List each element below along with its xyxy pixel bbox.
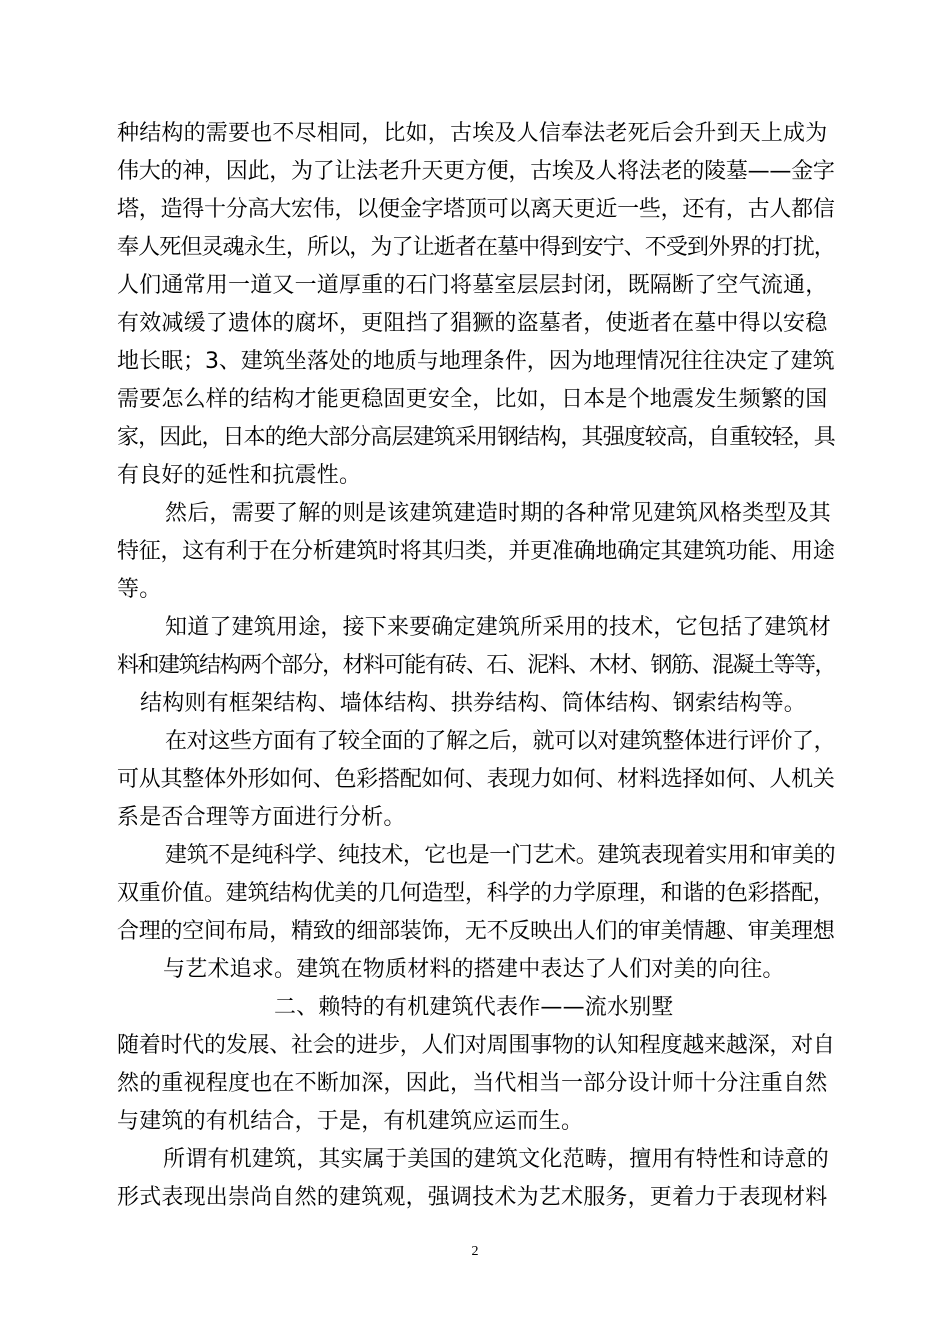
text-line: 伟大的神，因此，为了让法老升天更方便，古埃及人将法老的陵墓——金字	[117, 159, 835, 184]
text-line: 合理的空间布局，精致的细部装饰，无不反映出人们的审美情趣、审美理想	[117, 919, 835, 944]
text-line: 然的重视程度也在不断加深，因此，当代相当一部分设计师十分注重自然	[117, 1071, 828, 1096]
text-line: 特征，这有利于在分析建筑时将其归类，并更准确地确定其建筑功能、用途	[117, 539, 835, 564]
text-line: 家，因此，日本的绝大部分高层建筑采用钢结构，其强度较高，自重较轻，具	[117, 425, 835, 450]
text-line: 需要怎么样的结构才能更稳固更安全，比如，日本是个地震发生频繁的国	[117, 387, 828, 412]
text-line: 与艺术追求。建筑在物质材料的搭建中表达了人们对美的向往。	[163, 957, 785, 982]
paragraph-first-line: 建筑不是纯科学、纯技术，它也是一门艺术。建筑表现着实用和审美的	[165, 843, 836, 868]
text-line: 料和建筑结构两个部分，材料可能有砖、石、泥料、木材、钢筋、混凝土等等，	[117, 653, 836, 678]
text-line: 结构则有框架结构、墙体结构、拱券结构、筒体结构、钢索结构等。	[140, 691, 807, 716]
paragraph-first-line: 在对这些方面有了较全面的了解之后，就可以对建筑整体进行评价了，	[165, 729, 836, 754]
text-line: 有效减缓了遗体的腐坏，更阻挡了猖獗的盗墓者，使逝者在墓中得以安稳	[117, 311, 828, 336]
text-line: 等。	[117, 577, 162, 602]
text-line: 地长眠；3、建筑坐落处的地质与地理条件，因为地理情况往往决定了建筑	[117, 349, 835, 374]
text-line: 可从其整体外形如何、色彩搭配如何、表现力如何、材料选择如何、人机关	[117, 767, 835, 792]
text-line: 双重价值。建筑结构优美的几何造型，科学的力学原理，和谐的色彩搭配，	[117, 881, 835, 906]
text-line: 系是否合理等方面进行分析。	[117, 805, 406, 830]
text-line: 与建筑的有机结合，于是，有机建筑应运而生。	[117, 1109, 584, 1134]
text-line: 奉人死但灵魂永生，所以，为了让逝者在墓中得到安宁、不受到外界的打扰，	[117, 235, 835, 260]
text-line: 种结构的需要也不尽相同，比如，古埃及人信奉法老死后会升到天上成为	[117, 121, 828, 146]
paragraph-first-line: 然后，需要了解的则是该建筑建造时期的各种常见建筑风格类型及其	[165, 501, 832, 526]
section-heading: 二、赖特的有机建筑代表作——流水别墅	[274, 995, 674, 1020]
text-line: 形式表现出崇尚自然的建筑观，强调技术为艺术服务，更着力于表现材料	[117, 1185, 828, 1210]
page-number: 2	[471, 1244, 479, 1259]
text-line: 随着时代的发展、社会的进步，人们对周围事物的认知程度越来越深，对自	[117, 1033, 835, 1058]
paragraph-first-line: 知道了建筑用途，接下来要确定建筑所采用的技术，它包括了建筑材	[165, 615, 832, 640]
text-line: 有良好的延性和抗震性。	[117, 463, 362, 488]
paragraph-first-line: 所谓有机建筑，其实属于美国的建筑文化范畴，擅用有特性和诗意的	[163, 1147, 830, 1172]
text-line: 塔，造得十分高大宏伟，以便金字塔顶可以离天更近一些，还有，古人都信	[117, 197, 835, 222]
text-line: 人们通常用一道又一道厚重的石门将墓室层层封闭，既隔断了空气流通，	[117, 273, 828, 298]
